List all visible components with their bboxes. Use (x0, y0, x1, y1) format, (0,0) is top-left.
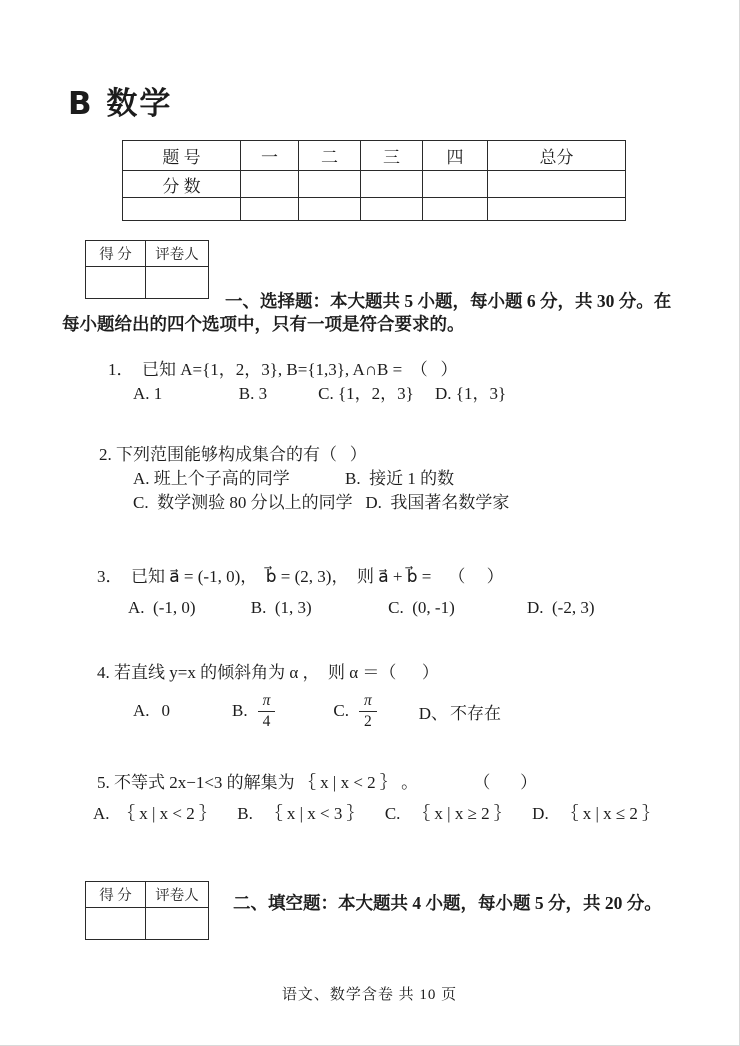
score-table-cell: 二 (299, 141, 361, 171)
score-table-cell (423, 198, 488, 221)
question-5-options: A. ｛ x | x < 2 ｝ B. ｛ x | x < 3 ｝ C. ｛ x | x ≥ 2 ｝ D. ｛ x | x ≤ 2 ｝ (93, 804, 660, 823)
option-label: D、 (418, 703, 449, 723)
fraction (359, 692, 377, 731)
score-table-cell (423, 171, 488, 198)
option-value: 不存在 (450, 703, 502, 723)
question-1-options: A. 1 B. 3 C. {1，2，3} D. {1，3} (133, 384, 507, 403)
score-table-cell (299, 198, 361, 221)
option-value: 0 (161, 701, 171, 720)
fraction-numerator: π (258, 692, 276, 712)
grader-label: 评卷人 (146, 241, 209, 267)
question-2-options-line1: A. 班上个子高的同学 B. 接近 1 的数 (133, 469, 455, 488)
score-table-cell: 一 (241, 141, 299, 171)
fraction (258, 692, 276, 731)
question-4-option-b (232, 692, 275, 731)
score-table-cell (361, 171, 423, 198)
score-table-cell (241, 198, 299, 221)
score-table-cell: 题 号 (123, 141, 241, 171)
question-5-stem: 5. 不等式 2x−1<3 的解集为 ｛ x | x < 2 ｝ 。 （ ） (97, 773, 538, 792)
option-label: A. (133, 701, 150, 720)
section2-heading: 二、填空题：本大题共 4 小题，每小题 5 分，共 20 分。 (233, 893, 662, 913)
grader-label: 评卷人 (146, 882, 209, 908)
score-table-cell (299, 171, 361, 198)
question-4-stem: 4. 若直线 y=x 的倾斜角为 α ， 则 α ＝（ ） (97, 663, 439, 682)
question-1-stem: 1． 已知 A={1，2，3}, B={1,3}, A∩B = （ ） (108, 360, 458, 379)
section1-heading-line1: 一、选择题：本大题共 5 小题，每小题 6 分，共 30 分。在 (225, 291, 672, 311)
score-table-empty-row (123, 198, 626, 221)
option-label: C. (333, 701, 349, 720)
question-2-stem: 2. 下列范围能够构成集合的有（ ） (99, 445, 367, 464)
score-table-cell: 分 数 (123, 171, 241, 198)
score-table-cell (241, 171, 299, 198)
score-blank-cell (86, 908, 146, 940)
score-table-cell (488, 198, 626, 221)
question-4-option-c (333, 692, 376, 731)
question-4-option-a (133, 701, 170, 721)
question-2-options-line2: C. 数学测验 80 分以上的同学 D. 我国著名数学家 (133, 493, 510, 512)
score-table-cell: 四 (423, 141, 488, 171)
section1-heading-line2: 每小题给出的四个选项中，只有一项是符合要求的。 (62, 314, 465, 334)
score-table-cell (123, 198, 241, 221)
score-table-cell: 三 (361, 141, 423, 171)
score-table-cell (488, 171, 626, 198)
option-label: B. (232, 701, 248, 720)
question-3-options: A. (-1, 0) B. (1, 3) C. (0, -1) D. (-2, 3) (128, 598, 595, 617)
question-4-options (133, 686, 501, 736)
fraction-denominator: 4 (262, 712, 271, 730)
score-table-score-row (123, 171, 626, 198)
score-table-cell: 总分 (488, 141, 626, 171)
fraction-numerator: π (359, 692, 377, 712)
question-4-option-d (419, 699, 501, 724)
grader-box-2 (85, 881, 209, 940)
grader-blank-cell (146, 908, 209, 940)
score-table-cell (361, 198, 423, 221)
score-label: 得 分 (86, 882, 146, 908)
question-3-stem: 3． 已知 a⃗ = (-1, 0)， b⃗ = (2, 3)， 则 a⃗ + b⃗ = （ ） (97, 567, 504, 586)
grader-box-1 (85, 240, 209, 299)
score-table-header-row (123, 141, 626, 171)
score-summary-table (122, 140, 626, 221)
page-footer: 语文、数学含卷 共 10 页 (281, 987, 458, 1003)
score-label: 得 分 (86, 241, 146, 267)
grader-blank-cell (146, 267, 209, 299)
score-blank-cell (86, 267, 146, 299)
fraction-denominator: 2 (363, 712, 372, 730)
page-title: B 数学 (68, 86, 173, 122)
